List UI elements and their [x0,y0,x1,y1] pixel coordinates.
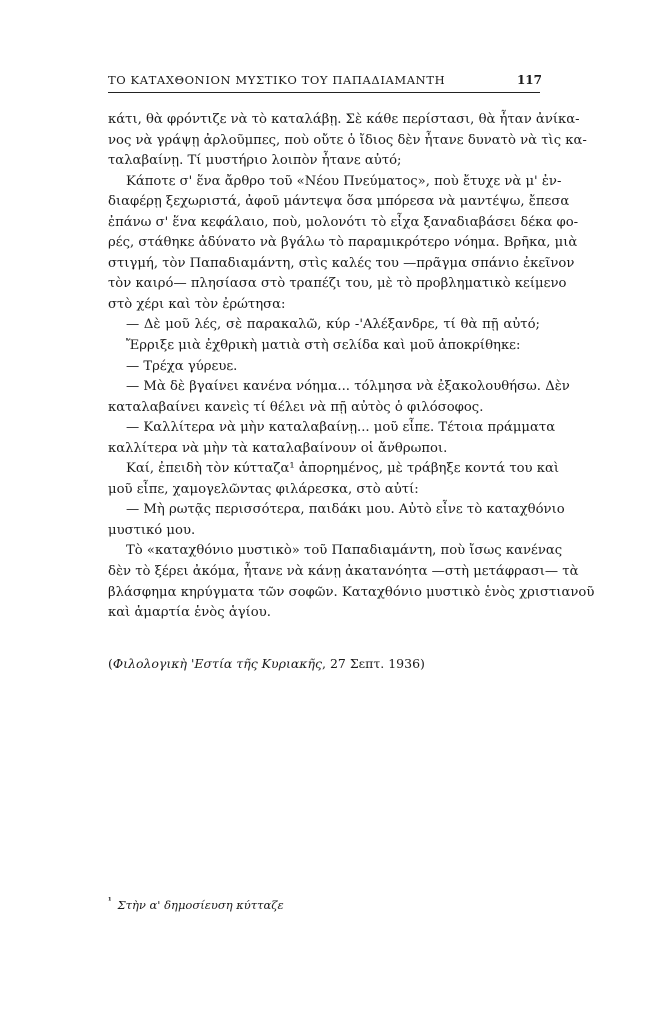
text-line: Κάποτε σ' ἕνα ἄρθρο τοῦ «Νέου Πνεύματος», ποὺ ἔτυχε νὰ μ' ἐν- [126,173,562,189]
text-line: τὸν καιρό— πλησίασα στὸ τραπέζι του, μὲ τὸ προβληματικὸ κείμενο [108,276,567,292]
body-text [108,110,595,624]
text-line: — Δὲ μοῦ λές, σὲ παρακαλῶ, κύρ -'Αλέξανδρε, τί θὰ πῇ αὐτό; [126,317,540,333]
text-line: καλλίτερα νὰ μὴν τὰ καταλαβαίνουν οἱ ἄνθρωποι. [108,440,448,456]
source-open-paren: ( [108,656,113,671]
text-line: Τὸ «καταχθόνιο μυστικὸ» τοῦ Παπαδιαμάντη, ποὺ ἴσως κανένας [126,543,563,559]
text-line: διαφέρῃ ξεχωριστά, ἀφοῦ μάντεψα ὅσα μπόρεσα νὰ μαντέψω, ἔπεσα [108,194,570,210]
source-date: , 27 Σεπτ. 1936) [322,656,425,671]
header-rule [108,92,540,93]
text-line: — Καλλίτερα νὰ μὴν καταλαβαίνῃ... μοῦ εἶπε. Τέτοια πράμματα [126,420,556,436]
text-line: — Τρέχα γύρευε. [126,358,238,374]
footnote [108,896,284,912]
text-line: καὶ ἁμαρτία ἑνὸς ἁγίου. [108,605,271,621]
text-line: κάτι, θὰ φρόντιζε νὰ τὸ καταλάβῃ. Σὲ κάθε περίστασι, θὰ ἦταν ἀνίκα- [108,112,580,127]
source-citation [108,656,425,671]
text-line: στὸ χέρι καὶ τὸν ἐρώτησα: [108,296,286,312]
text-line: ρές, στάθηκε ἀδύνατο νὰ βγάλω τὸ παραμικρότερο νόημα. Βρῆκα, μιὰ [108,235,578,251]
footnote-marker: ¹ [108,895,112,905]
text-line: νος νὰ γράψῃ ἀρλοῦμπες, ποὺ οὔτε ὁ ἴδιος δὲν ἦτανε δυνατὸ νὰ τὶς κα- [108,132,587,148]
footnote-text: Στὴν α' δημοσίευση κύτταζε [117,897,284,912]
source-publication: Φιλολογικὴ 'Εστία τῆς Κυριακῆς [112,656,322,671]
text-line: ταλαβαίνῃ. Τί μυστήριο λοιπὸν ἦτανε αὐτό; [108,153,402,169]
text-line: Καί, ἐπειδὴ τὸν κύτταζα¹ ἀπορημένος, μὲ τράβηξε κοντά του καὶ [126,461,560,477]
text-line: στιγμή, τὸν Παπαδιαμάντη, στὶς καλές του —πρᾶγμα σπάνιο ἐκεῖνον [108,255,575,271]
text-line: μοῦ εἶπε, χαμογελῶντας φιλάρεσκα, στὸ αὐτί: [108,481,419,497]
text-line: Ἔρριξε μιὰ ἐχθρικὴ ματιὰ στὴ σελίδα καὶ μοῦ ἀποκρίθηκε: [126,338,521,354]
text-line: ἐπάνω σ' ἕνα κεφάλαιο, ποὺ, μολονότι τὸ εἶχα ξαναδιαβάσει δέκα φο- [108,214,579,230]
text-line: βλάσφημα κηρύγματα τῶν σοφῶν. Καταχθόνιο μυστικὸ ἑνὸς χριστιανοῦ [108,584,595,600]
running-head [108,73,542,87]
running-title: ΤΟ ΚΑΤΑΧΘΟΝΙΟΝ ΜΥΣΤΙΚΟ ΤΟΥ ΠΑΠΑΔΙΑΜΑΝΤΗ [108,73,446,87]
text-line: δὲν τὸ ξέρει ἀκόμα, ἦτανε νὰ κάνῃ ἀκατανόητα —στὴ μετάφρασι— τὰ [108,564,579,580]
text-line: — Μὴ ρωτᾷς περισσότερα, παιδάκι μου. Αὐτὸ εἶνε τὸ καταχθόνιο [126,502,565,518]
text-line: μυστικό μου. [108,522,196,538]
page-number: 117 [516,73,542,87]
text-line: — Μὰ δὲ βγαίνει κανένα νόημα... τόλμησα νὰ ἐξακολουθήσω. Δὲν [126,379,570,395]
text-line: καταλαβαίνει κανεὶς τί θέλει νὰ πῇ αὐτὸς ὁ φιλόσοφος. [108,399,484,415]
